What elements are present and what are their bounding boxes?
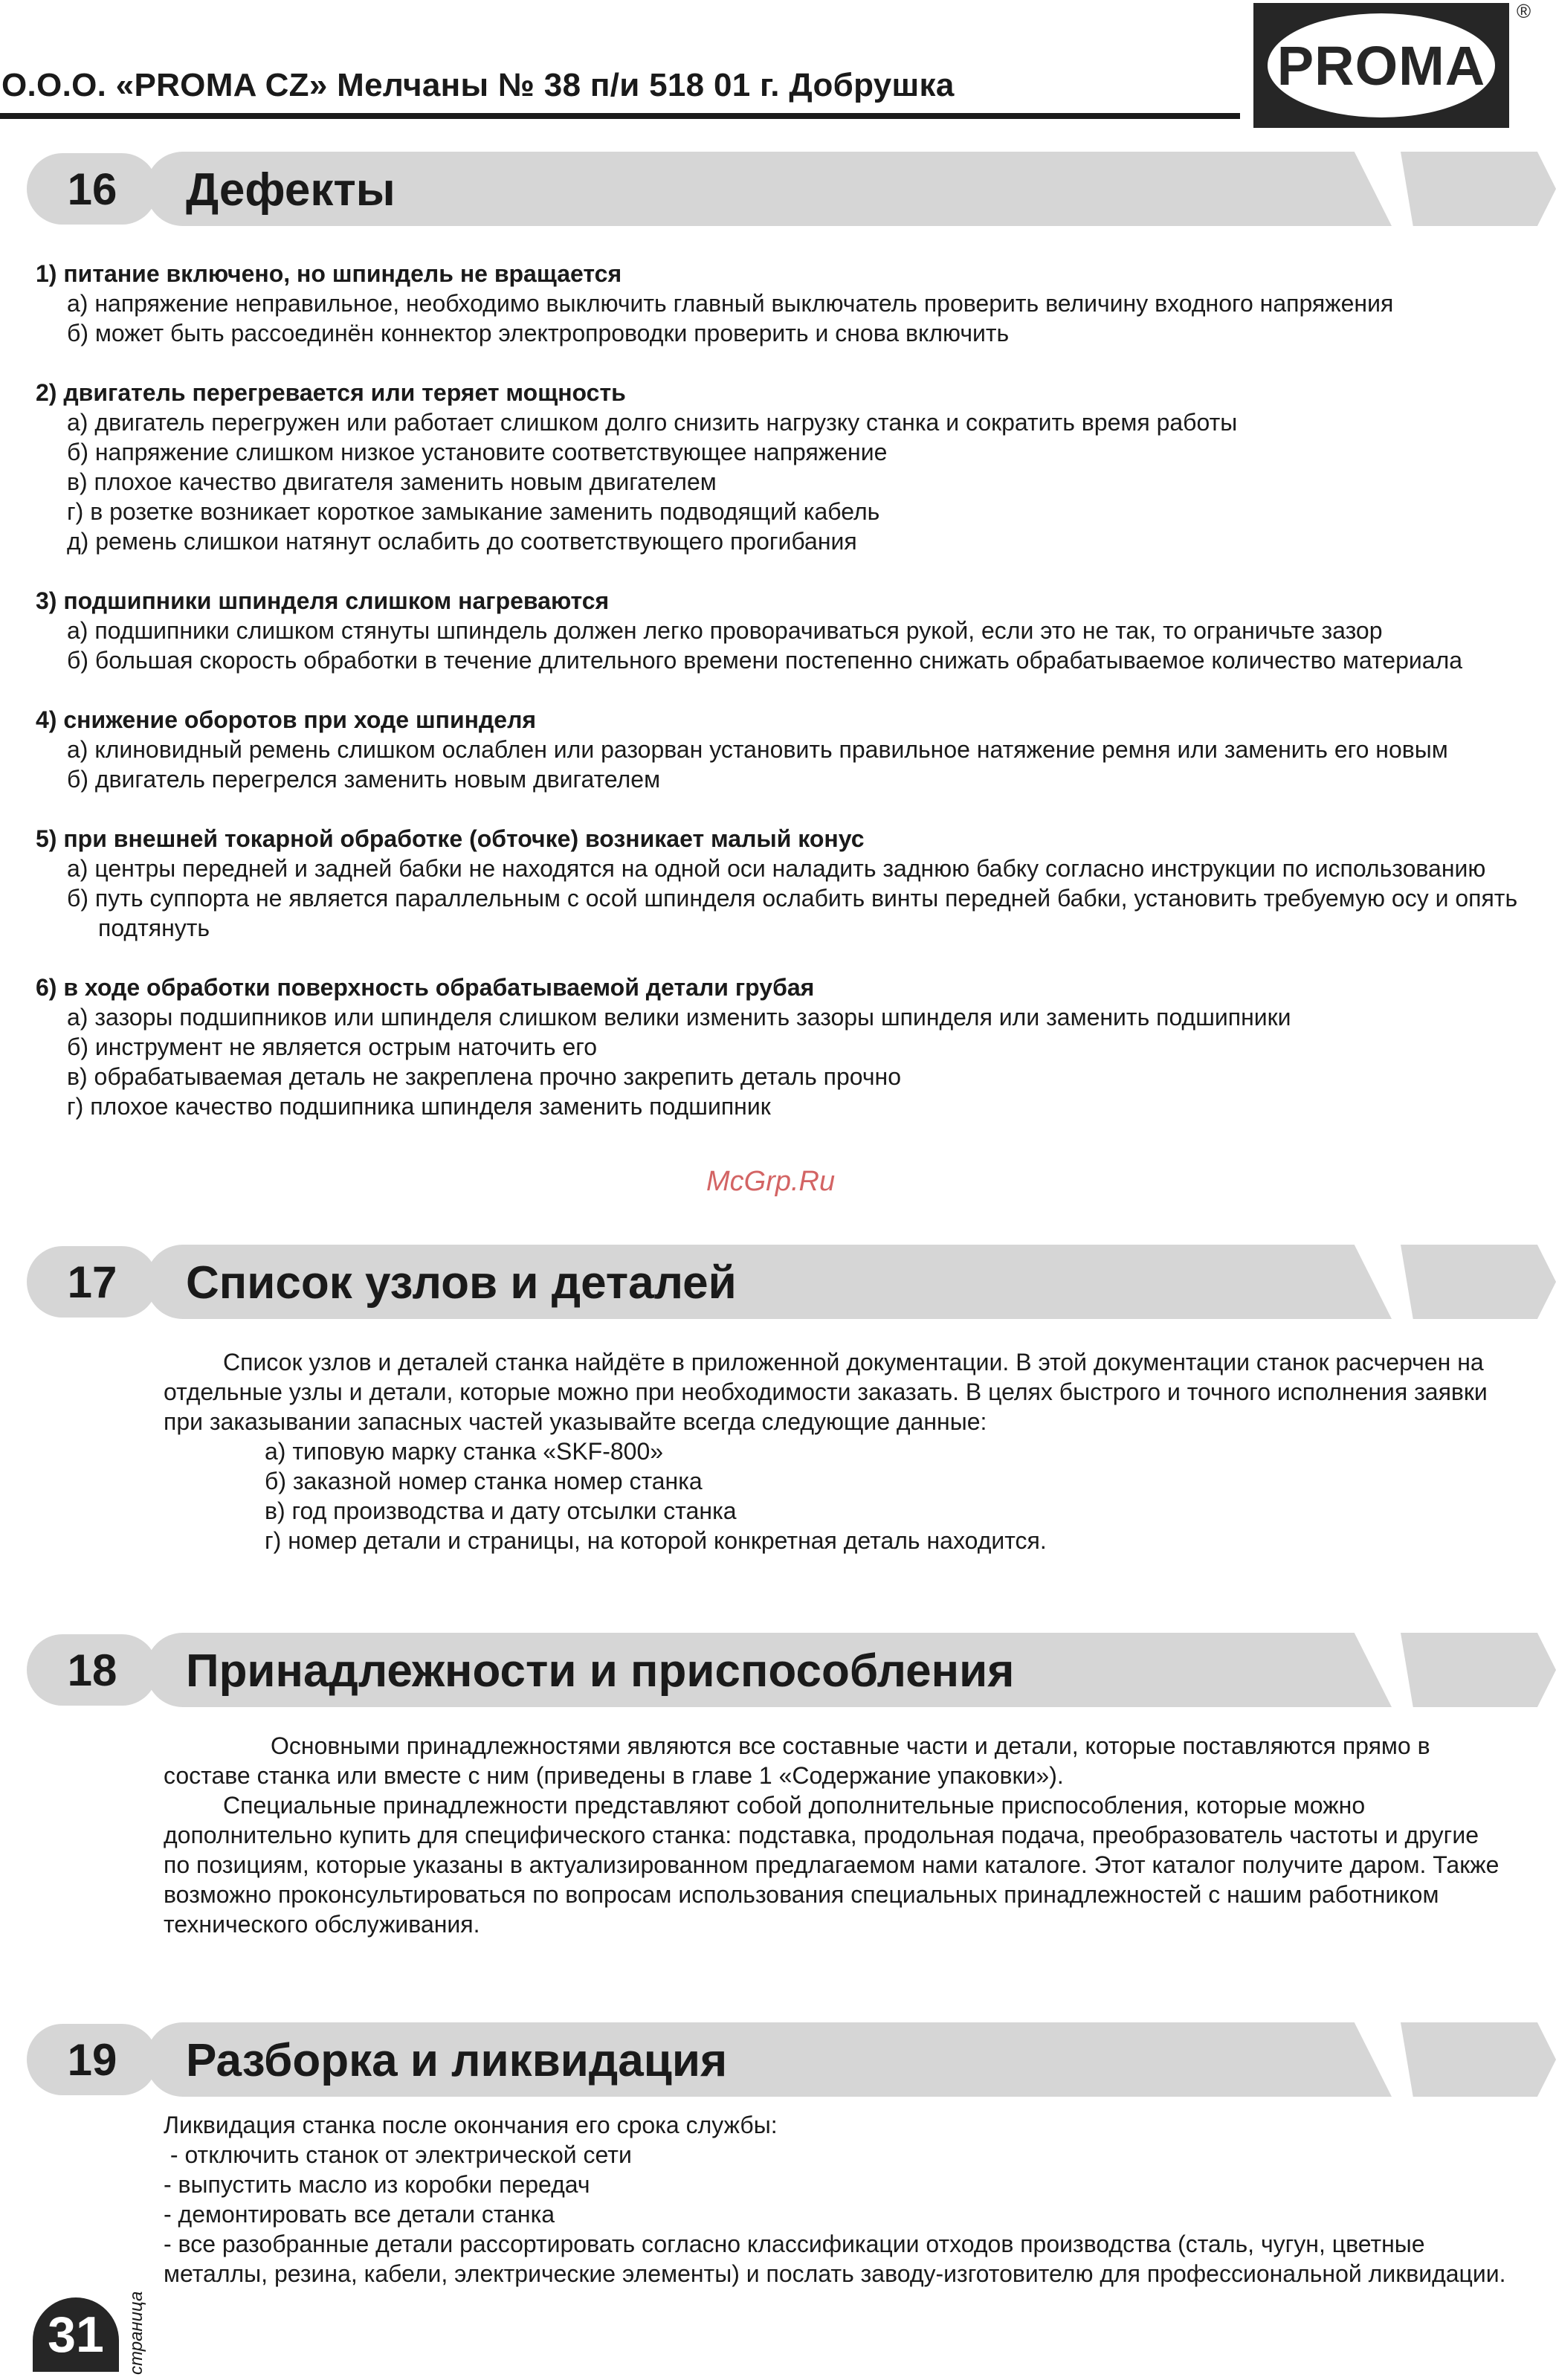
defect-item: г) плохое качество подшипника шпинделя заменить подшипник xyxy=(67,1093,771,1120)
parts-intro: Список узлов и деталей станка найдёте в приложенной документации. В этой документации станок расчерчен на отдельные узлы и детали, которые можно при необходимости заказать. В целях быстрого и точного исполнения заявки при заказывании запасных частей указывайте всегда следующие данные: xyxy=(164,1349,1488,1435)
section-bar-tail xyxy=(1401,1633,1556,1707)
disposal-item: - все разобранные детали рассортировать согласно классификации отходов производства (сталь, чугун, цветные металлы, резина, кабели, электрические элементы) и послать заводу-изготовителю для профессиональной ликвидации. xyxy=(164,2231,1506,2287)
disposal-item: - отключить станок от электрической сети xyxy=(164,2141,632,2168)
defect-item: г) в розетке возникает короткое замыкание заменить подводящий кабель xyxy=(67,498,880,525)
accessories-paragraph: Основными принадлежностями являются все составные части и детали, которые поставляются прямо в составе станка или вместе с ним (приведены в главе 1 «Содержание упаковки»). xyxy=(164,1732,1430,1789)
page-label: страница xyxy=(126,2291,146,2375)
header-rule xyxy=(0,113,1240,119)
section-number: 18 xyxy=(27,1634,158,1706)
section-number: 17 xyxy=(27,1246,158,1318)
parts-items xyxy=(164,1436,1502,1555)
section-title: Список узлов и деталей xyxy=(186,1257,737,1309)
section-header-19 xyxy=(0,2022,1556,2097)
section-title: Разборка и ликвидация xyxy=(186,2035,728,2086)
section-title: Принадлежности и приспособления xyxy=(186,1645,1015,1697)
defect-group xyxy=(36,259,1552,348)
defect-item: а) центры передней и задней бабки не находятся на одной оси наладить заднюю бабку согласно инструкции по использованию xyxy=(67,855,1486,882)
section-header-18 xyxy=(0,1633,1556,1707)
defect-item: в) обрабатываемая деталь не закреплена прочно закрепить деталь прочно xyxy=(67,1063,901,1090)
defect-title: 2) двигатель перегревается или теряет мощность xyxy=(36,379,626,406)
watermark: McGrp.Ru xyxy=(706,1166,836,1197)
defect-group xyxy=(36,824,1552,943)
parts-item: г) номер детали и страницы, на которой конкретная деталь находится. xyxy=(265,1527,1047,1554)
section-bar-tail xyxy=(1401,152,1556,226)
section-title: Дефекты xyxy=(186,164,396,216)
defect-title: 6) в ходе обработки поверхность обрабатываемой детали грубая xyxy=(36,974,815,1001)
disposal-intro: Ликвидация станка после окончания его срока службы: xyxy=(164,2112,778,2138)
defect-group xyxy=(36,705,1552,794)
registered-mark: ® xyxy=(1517,0,1531,22)
defect-item: б) напряжение слишком низкое установите соответствующее напряжение xyxy=(67,439,888,465)
defect-item: а) подшипники слишком стянуты шпиндель должен легко проворачиваться рукой, если это не так, то ограничьте зазор xyxy=(67,617,1383,644)
proma-logo xyxy=(1253,3,1509,128)
section-bar-tail xyxy=(1401,1245,1556,1319)
parts-item: б) заказной номер станка номер станка xyxy=(265,1468,703,1494)
disposal-block xyxy=(164,2110,1517,2289)
parts-block xyxy=(164,1347,1502,1555)
defect-group xyxy=(36,586,1552,675)
defect-item: а) клиновидный ремень слишком ослаблен или разорван установить правильное натяжение ремня или заменить его новым xyxy=(67,736,1448,763)
accessories-paragraph: Специальные принадлежности представляют собой дополнительные приспособления, которые можно дополнительно купить для специфического станка: подставка, продольная подача, преобразователь частоты и другие по позициям, которые указаны в актуализированном предлагаемом нами каталоге. Этот каталог получите даром. Также возможно проконсультироваться по вопросам использования специальных принадлежностей с нашим работником технического обслуживания. xyxy=(164,1792,1499,1938)
section-number: 19 xyxy=(27,2024,158,2095)
parts-item: а) типовую марку станка «SKF-800» xyxy=(265,1438,664,1465)
accessories-block xyxy=(164,1731,1502,1939)
defect-title: 3) подшипники шпинделя слишком нагреваются xyxy=(36,587,610,614)
logo-oval xyxy=(1268,13,1495,117)
defect-item: б) большая скорость обработки в течение длительного времени постепенно снижать обрабатываемое количество материала xyxy=(67,647,1463,674)
section-bar-tail xyxy=(1401,2022,1556,2097)
disposal-item: - выпустить масло из коробки передач xyxy=(164,2171,590,2198)
defect-item: д) ремень слишкои натянут ослабить до соответствующего прогибания xyxy=(67,528,857,555)
disposal-item: - демонтировать все детали станка xyxy=(164,2201,555,2228)
defect-item: а) двигатель перегружен или работает слишком долго снизить нагрузку станка и сократить время работы xyxy=(67,409,1238,436)
defect-item: б) инструмент не является острым наточить его xyxy=(67,1033,597,1060)
defect-item: б) двигатель перегрелся заменить новым двигателем xyxy=(67,766,661,793)
defect-title: 1) питание включено, но шпиндель не вращается xyxy=(36,260,622,287)
logo-text: PROMA xyxy=(1276,34,1486,97)
page-number: 31 xyxy=(33,2297,119,2372)
section-header-17 xyxy=(0,1245,1556,1319)
section-number: 16 xyxy=(27,153,158,225)
defects-list xyxy=(36,259,1552,1151)
defect-title: 4) снижение оборотов при ходе шпинделя xyxy=(36,706,537,733)
parts-item: в) год производства и дату отсылки станка xyxy=(265,1497,737,1524)
defect-item: в) плохое качество двигателя заменить новым двигателем xyxy=(67,468,717,495)
defect-title: 5) при внешней токарной обработке (обточке) возникает малый конус xyxy=(36,825,865,852)
section-header-16 xyxy=(0,152,1556,226)
defect-item: а) зазоры подшипников или шпинделя слишком велики изменить зазоры шпинделя или заменить подшипники xyxy=(67,1004,1291,1031)
defect-item: б) может быть рассоединён коннектор электропроводки проверить и снова включить xyxy=(67,320,1010,346)
defect-item: а) напряжение неправильное, необходимо выключить главный выключатель проверить величину входного напряжения xyxy=(67,290,1394,317)
defect-group xyxy=(36,378,1552,556)
defect-item: б) путь суппорта не является параллельным с осой шпинделя ослабить винты передней бабки, установить требуемую осу и опять подтянуть xyxy=(67,885,1518,941)
defect-group xyxy=(36,973,1552,1121)
company-address: О.О.О. «PROMA CZ» Мелчаны № 38 п/и 518 01 г. Добрушка xyxy=(1,67,955,103)
